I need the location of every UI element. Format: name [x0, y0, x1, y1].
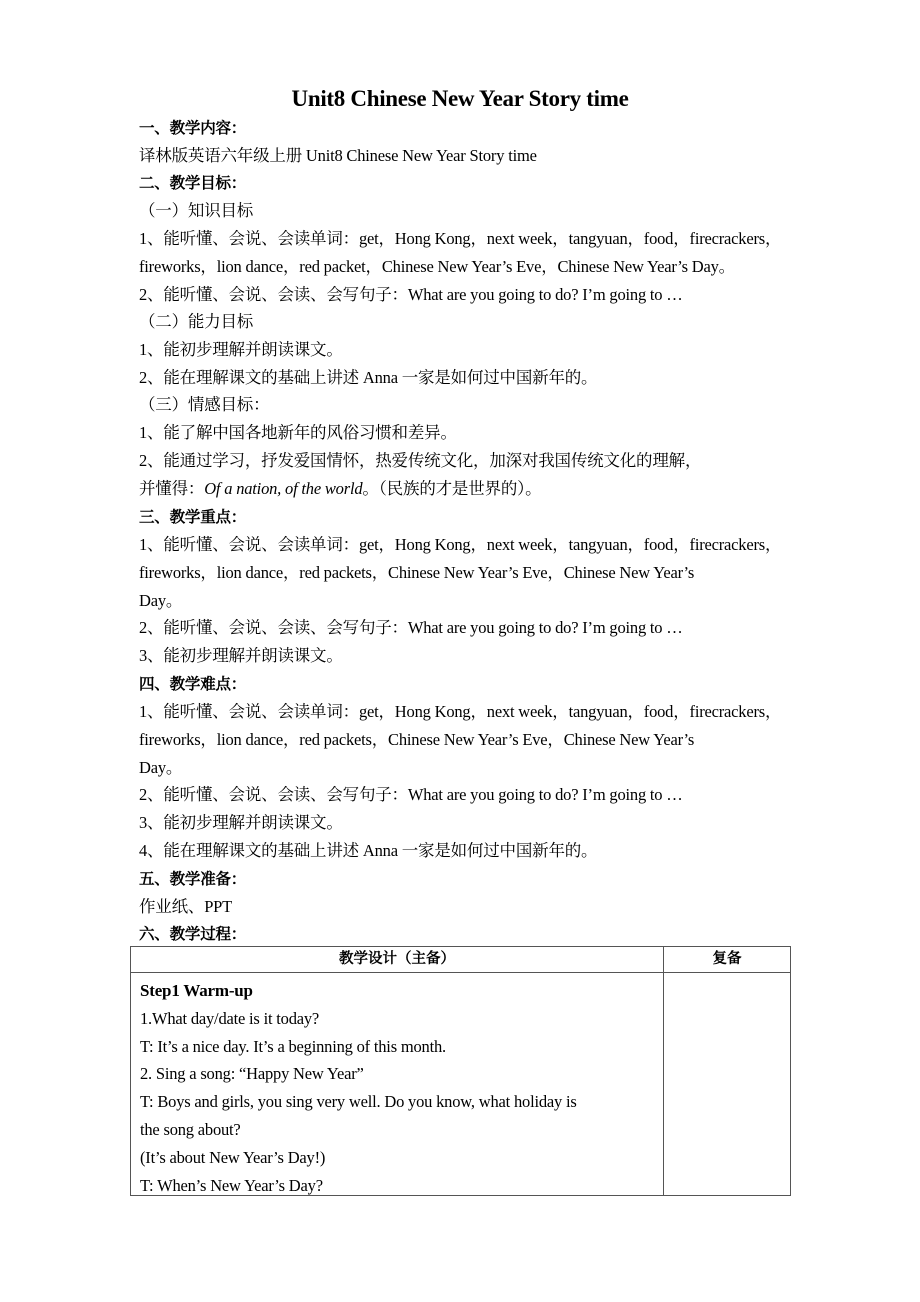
section-heading-preparation: 五、教学准备： [139, 870, 247, 888]
table-row [131, 973, 791, 1196]
emotion-item: 2、能通过学习，抒发爱国情怀，热爱传统文化，加深对我国传统文化的理解， [139, 451, 702, 470]
teaching-process-table [130, 946, 791, 1196]
content-text: 译林版英语六年级上册 Unit8 Chinese New Year Story time [139, 146, 537, 165]
document-title: Unit8 Chinese New Year Story time [291, 86, 629, 111]
emotion-last-prefix: 并懂得： [139, 479, 205, 498]
design-line: T: It’s a nice day. It’s a beginning of this month. [140, 1036, 446, 1056]
emotion-quote-italic: Of a nation, of the world [204, 479, 363, 498]
design-line: the song about? [140, 1119, 241, 1139]
key-point-item: fireworks，lion dance，red packets，Chinese New Year’s Eve，Chinese New Year’s [139, 563, 695, 582]
difficulty-item: 2、能听懂、会说、会读、会写句子：What are you going to do? I’m going to … [139, 785, 683, 804]
design-line: T: When’s New Year’s Day? [140, 1175, 323, 1195]
preparation-text: 作业纸、PPT [139, 897, 233, 916]
difficulty-item: fireworks，lion dance，red packets，Chinese New Year’s Eve，Chinese New Year’s [139, 730, 695, 749]
key-point-item: 3、能初步理解并朗读课文。 [139, 646, 343, 665]
review-cell [664, 973, 791, 1196]
emotion-last-suffix: 。（民族的才是世界的）。 [362, 479, 542, 498]
header-review: 复备 [664, 947, 791, 973]
knowledge-item: 1、能听懂、会说、会读单词：get，Hong Kong，next week，tangyuan，food，firecrackers， [139, 229, 782, 248]
section-heading-process: 六、教学过程： [139, 925, 247, 943]
key-point-item: 2、能听懂、会说、会读、会写句子：What are you going to do? I’m going to … [139, 618, 683, 637]
ability-item: 2、能在理解课文的基础上讲述 Anna 一家是如何过中国新年的。 [139, 368, 598, 387]
design-cell [131, 973, 664, 1196]
knowledge-item: 2、能听懂、会说、会读、会写句子：What are you going to do? I’m going to … [139, 285, 683, 304]
section-heading-objectives: 二、教学目标： [139, 174, 247, 192]
key-point-item: Day。 [139, 591, 183, 610]
step-title: Step1 Warm-up [140, 981, 253, 1000]
table-header-row [131, 947, 791, 973]
section-heading-key-points: 三、教学重点： [139, 508, 247, 526]
difficulty-item: 3、能初步理解并朗读课文。 [139, 813, 343, 832]
header-main-design: 教学设计（主备） [131, 947, 664, 973]
difficulty-item: 1、能听懂、会说、会读单词：get，Hong Kong，next week，tangyuan，food，firecrackers， [139, 702, 782, 721]
section-heading-content: 一、教学内容： [139, 119, 247, 137]
ability-item: 1、能初步理解并朗读课文。 [139, 340, 343, 359]
difficulty-item: Day。 [139, 758, 183, 777]
design-line: 2. Sing a song: “Happy New Year” [140, 1064, 364, 1084]
section-heading-difficulties: 四、教学难点： [139, 675, 247, 693]
key-point-item: 1、能听懂、会说、会读单词：get，Hong Kong，next week，tangyuan，food，firecrackers， [139, 535, 782, 554]
design-line: T: Boys and girls, you sing very well. Do you know, what holiday is [140, 1092, 577, 1112]
design-line: (It’s about New Year’s Day!) [140, 1147, 326, 1167]
difficulty-item: 4、能在理解课文的基础上讲述 Anna 一家是如何过中国新年的。 [139, 841, 598, 860]
emotion-item-last [139, 478, 789, 500]
subheading-ability: （二）能力目标 [139, 312, 254, 331]
knowledge-item: fireworks，lion dance，red packet，Chinese New Year’s Eve，Chinese New Year’s Day。 [139, 257, 735, 276]
subheading-emotion: （三）情感目标： [139, 395, 270, 414]
subheading-knowledge: （一）知识目标 [139, 201, 254, 220]
emotion-item: 1、能了解中国各地新年的风俗习惯和差异。 [139, 423, 457, 442]
design-line: 1.What day/date is it today? [140, 1008, 320, 1028]
